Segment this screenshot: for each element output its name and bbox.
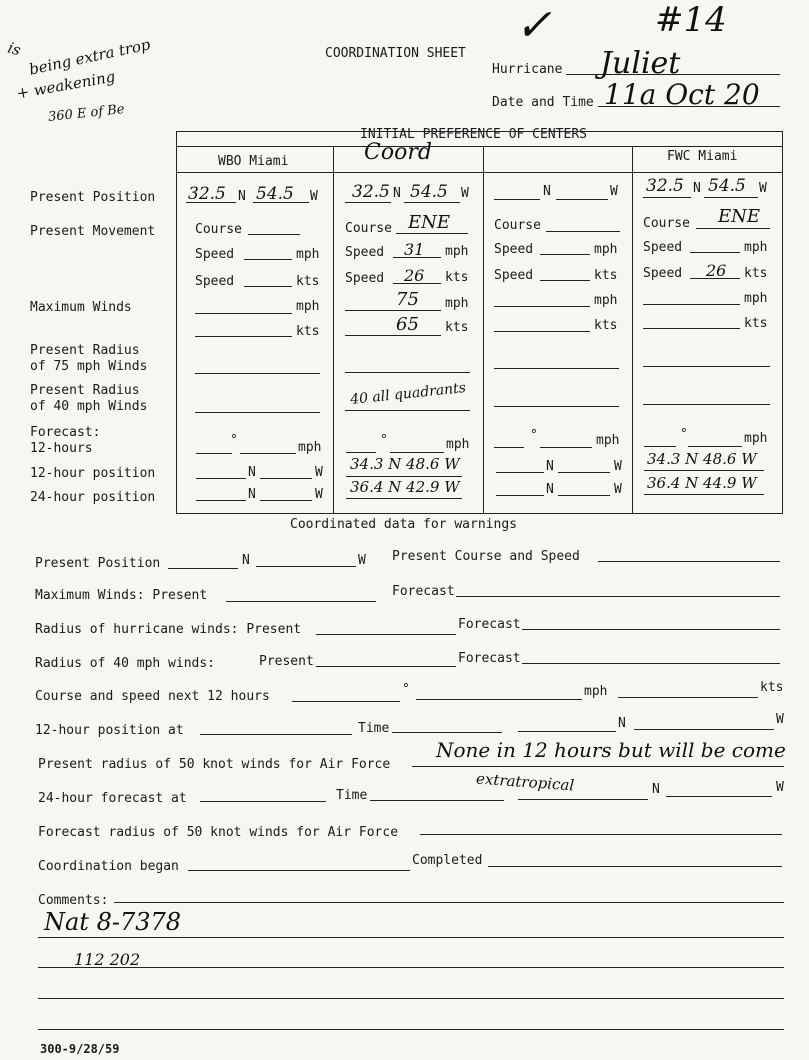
table-title: INITIAL PREFERENCE OF CENTERS — [360, 127, 587, 142]
row-label-position: Present Position — [30, 190, 156, 205]
coord-course: ENE — [408, 212, 451, 233]
hurricane-label: Hurricane — [492, 62, 563, 77]
row-label-radius40a: Present Radius — [30, 383, 140, 398]
coord-pos-lon: 54.5 — [410, 182, 448, 202]
margin-note-line3: + weakening — [15, 67, 117, 103]
row-label-pos12: 12-hour position — [30, 466, 156, 481]
col-header-wbo: WBO Miami — [218, 154, 289, 169]
check-mark-icon: ✓ — [515, 0, 552, 51]
comment-line2: 112 202 — [74, 950, 141, 969]
sheet-number: #14 — [655, 0, 727, 40]
row-label-max-winds: Maximum Winds — [30, 300, 132, 315]
col-header-fwc: FWC Miami — [667, 149, 738, 164]
comment-line1: Nat 8-7378 — [44, 908, 182, 936]
row-label-12hours: 12-hours — [30, 441, 93, 456]
col-header-coord: Coord — [364, 140, 432, 165]
coord-pos-lat: 32.5 — [352, 182, 390, 202]
coordinated-heading: Coordinated data for warnings — [290, 517, 517, 532]
hurricane-name: Juliet — [600, 46, 681, 81]
wbo-pos-lon: 54.5 — [256, 184, 294, 204]
wbo-pos-lat: 32.5 — [188, 184, 226, 204]
fwc-pos12: 34.3 N 48.6 W — [647, 450, 757, 468]
fwc-speed-kts: 26 — [706, 261, 727, 280]
comments-label: Comments: — [38, 893, 109, 908]
coord-pos12: 34.3 N 48.6 W — [350, 455, 460, 473]
margin-note-line2: being extra trop — [27, 35, 152, 79]
coord-max-kts: 65 — [396, 314, 419, 335]
coord-radius40: 40 all quadrants — [349, 379, 467, 409]
margin-note-line4: 360 E of Be — [47, 102, 126, 125]
radius50-value: None in 12 hours but will be come — [436, 738, 786, 762]
row-label-forecast: Forecast: — [30, 425, 101, 440]
form-number: 300-9/28/59 — [40, 1042, 120, 1056]
coord-speed-mph: 31 — [404, 240, 425, 259]
fwc-pos24: 36.4 N 44.9 W — [647, 474, 757, 492]
row-label-radius75b: of 75 mph Winds — [30, 359, 148, 374]
fwc-pos-lon: 54.5 — [708, 176, 746, 196]
date-time-value: 11a Oct 20 — [604, 78, 760, 111]
row-label-pos24: 24-hour position — [30, 490, 156, 505]
page-title: COORDINATION SHEET — [325, 46, 466, 61]
margin-note-line1: is — [5, 38, 23, 60]
fwc-course: ENE — [718, 206, 761, 227]
coord-pos24: 36.4 N 42.9 W — [350, 478, 460, 496]
row-label-radius75a: Present Radius — [30, 343, 140, 358]
radius50-value-extra: extratropical — [475, 769, 575, 795]
fwc-pos-lat: 32.5 — [646, 176, 684, 196]
coord-max-mph: 75 — [396, 289, 419, 310]
row-label-radius40b: of 40 mph Winds — [30, 399, 148, 414]
coord-speed-kts: 26 — [404, 266, 425, 285]
date-time-label: Date and Time — [492, 95, 594, 110]
row-label-movement: Present Movement — [30, 224, 156, 239]
